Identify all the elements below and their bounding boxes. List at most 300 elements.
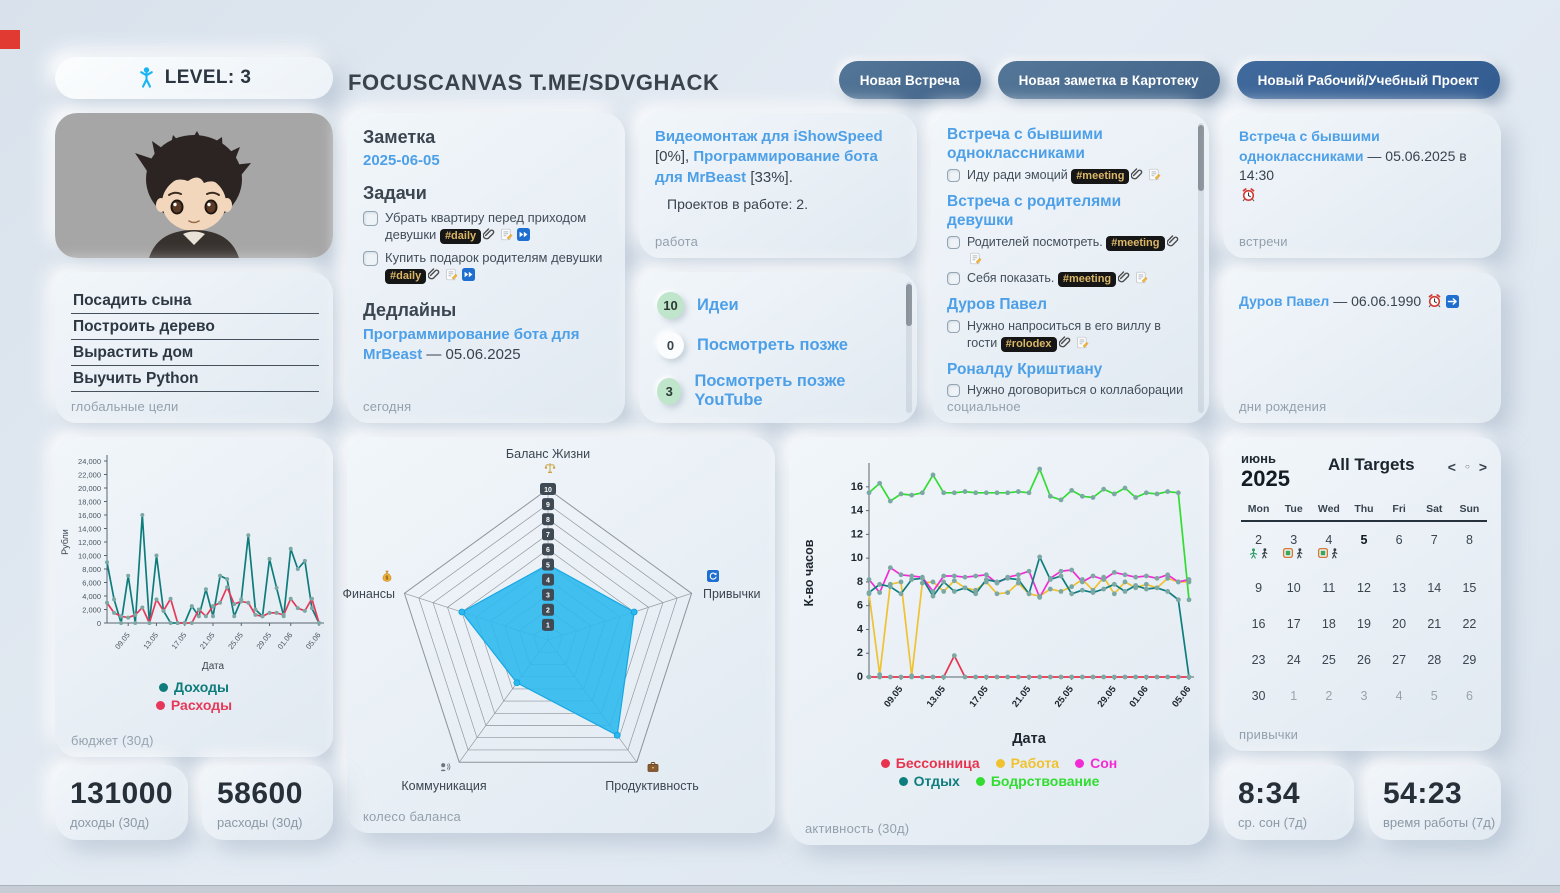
legend-item: [899, 773, 960, 789]
calendar-day[interactable]: [1276, 611, 1311, 647]
deadlines-heading: Дедлайны: [363, 300, 457, 321]
paperclip-icon[interactable]: [483, 228, 496, 241]
task-row: [363, 249, 611, 284]
legend-label: Бодрствование: [990, 773, 1100, 789]
project-link[interactable]: Видеомонтаж для iShowSpeed: [655, 128, 883, 145]
calendar-day-number: 30: [1251, 689, 1266, 703]
calendar-day[interactable]: [1452, 683, 1487, 719]
calendar-day-number: 24: [1286, 653, 1301, 667]
goals-footer: глобальные цели: [71, 399, 179, 414]
legend-row: [159, 679, 229, 695]
inbox-link[interactable]: Идеи: [697, 296, 739, 314]
social-scrollbar[interactable]: [1198, 123, 1204, 413]
calendar-day[interactable]: [1382, 647, 1417, 683]
calendar-day[interactable]: [1311, 683, 1346, 719]
meetings-card: [1223, 113, 1501, 258]
calendar-day[interactable]: [1417, 683, 1452, 719]
legend-item: [996, 755, 1059, 771]
svg-text:10: 10: [850, 552, 863, 565]
level-label: LEVEL: 3: [164, 67, 252, 88]
habits-calendar-card: [1223, 437, 1501, 751]
goals-list: [71, 288, 319, 392]
expenses-label: расходы (30д): [217, 815, 303, 830]
note-text: Нужно напроситься в его виллу в гости #rolodex: [967, 319, 1161, 350]
svg-text:09.05: 09.05: [882, 684, 906, 710]
svg-text:20,000: 20,000: [78, 484, 101, 493]
repeat-icon: [707, 570, 719, 582]
calendar-next-button[interactable]: >: [1478, 459, 1487, 475]
contact-note: [947, 234, 1191, 268]
deadline-list: [363, 325, 611, 364]
svg-text:05.06: 05.06: [1170, 684, 1194, 710]
calendar-day[interactable]: [1452, 527, 1487, 575]
svg-text:24,000: 24,000: [78, 457, 101, 466]
radar-axis-label: Финансы: [342, 587, 395, 601]
svg-text:10: 10: [544, 486, 552, 494]
legend-dot: [976, 777, 985, 786]
calendar-day[interactable]: [1241, 611, 1276, 647]
paperclip-icon[interactable]: [1059, 336, 1072, 349]
calendar-day[interactable]: [1417, 647, 1452, 683]
header-button-2[interactable]: Новый Рабочий/Учебный Проект: [1237, 61, 1500, 99]
task-list: [363, 209, 611, 284]
calendar-day-number: 22: [1462, 617, 1477, 631]
legend-dot: [1075, 759, 1084, 768]
goal-item[interactable]: Выучить Python: [71, 366, 319, 392]
project-link[interactable]: Программирование бота для MrBeast: [655, 148, 878, 186]
calendar-footer: привычки: [1239, 727, 1299, 742]
fast-forward-icon[interactable]: [462, 268, 475, 281]
calendar-day-number: 1: [1290, 689, 1298, 703]
project-progress: [0%],: [655, 148, 694, 166]
budget-legend: [55, 679, 333, 713]
svg-text:8: 8: [546, 517, 550, 524]
meeting-date: — 05.06.2025 в 14:30: [1239, 147, 1467, 184]
calendar-weekday: Wed: [1317, 503, 1340, 515]
note-date-link[interactable]: 2025-06-05: [363, 152, 440, 169]
tag-badge[interactable]: #daily: [440, 229, 481, 244]
level-person-icon: [139, 67, 154, 89]
legend-item: [156, 697, 232, 713]
memo-icon[interactable]: [969, 252, 982, 265]
calendar-day-number: 18: [1321, 617, 1336, 631]
calendar-day[interactable]: [1417, 527, 1452, 575]
habit-walk-icon: [1295, 548, 1304, 559]
today-card: [347, 113, 625, 423]
inbox-item[interactable]: [657, 372, 897, 410]
arrow-right-icon: [1446, 295, 1459, 308]
legend-label: Бессонница: [895, 755, 980, 771]
birthday-date: — 06.06.1990: [1333, 293, 1426, 309]
legend-label: Доходы: [174, 679, 229, 695]
calendar-day-number: 19: [1357, 617, 1371, 631]
svg-text:Дата: Дата: [1012, 731, 1046, 747]
calendar-day-number: 20: [1392, 617, 1407, 631]
calendar-day-number: 26: [1357, 653, 1371, 667]
calendar-day[interactable]: [1382, 527, 1417, 575]
contact-group-title[interactable]: Встреча с бывшими одноклассниками: [947, 126, 1103, 162]
deadline-link[interactable]: Программирование бота для MrBeast: [363, 326, 580, 363]
project-progress: [33%].: [746, 168, 793, 186]
legend-dot: [159, 683, 168, 692]
calendar-day[interactable]: [1346, 683, 1381, 719]
work-summary: Проектов в работе: 2.: [667, 195, 808, 212]
calendar-day-number: 23: [1251, 653, 1266, 667]
contact-note: [947, 382, 1191, 397]
calendar-day-number: 25: [1321, 653, 1336, 667]
fast-forward-icon[interactable]: [517, 228, 530, 241]
habit-walk-icon: [1330, 548, 1339, 559]
birthday-entry: [1239, 292, 1487, 312]
radar-axis-label: Привычки: [703, 587, 761, 601]
svg-text:13.05: 13.05: [141, 630, 161, 652]
calendar-day-number: 7: [1430, 533, 1438, 547]
sleep-stat-card: [1223, 765, 1354, 840]
svg-text:16,000: 16,000: [78, 511, 101, 520]
note-text: Родителей посмотреть. #meeting: [967, 234, 1191, 268]
svg-text:3: 3: [546, 592, 550, 600]
avatar: [55, 113, 333, 258]
money-bag-icon: [381, 570, 394, 583]
legend-row: [156, 697, 232, 713]
calendar-day-number: 14: [1427, 581, 1442, 595]
svg-text:25.05: 25.05: [1052, 684, 1077, 710]
meeting-entry: [1239, 127, 1487, 205]
tasks-heading: Задачи: [363, 183, 427, 203]
calendar-day-number: 6: [1395, 533, 1403, 547]
task-row: [363, 209, 611, 244]
calendar-day-number: 15: [1462, 581, 1477, 595]
note-checkbox[interactable]: [947, 272, 960, 285]
calendar-day-habits: [1241, 548, 1276, 559]
calendar-day[interactable]: [1241, 527, 1276, 575]
balance-wheel-footer: колесо баланса: [363, 809, 461, 824]
svg-text:18,000: 18,000: [78, 497, 101, 507]
calendar-weekday: Sat: [1426, 503, 1443, 515]
legend-dot: [881, 759, 890, 768]
calendar-day[interactable]: [1311, 647, 1346, 683]
birthdays-card: [1223, 272, 1501, 423]
svg-text:7: 7: [546, 532, 550, 540]
today-footer: сегодня: [363, 399, 412, 414]
calendar-day-number: 11: [1322, 581, 1336, 595]
calendar-day-habits: [1311, 548, 1346, 559]
balance-wheel-chart: [347, 441, 775, 801]
calendar-day[interactable]: [1417, 611, 1452, 647]
alarm-icon: [1241, 187, 1256, 202]
calendar-day-number: 29: [1462, 653, 1477, 667]
inbox-card: [639, 272, 917, 423]
memo-icon[interactable]: [1076, 336, 1089, 349]
svg-text:2: 2: [546, 607, 550, 615]
activity-footer: активность (30д): [805, 821, 910, 836]
svg-text:5: 5: [546, 562, 550, 570]
calendar-day[interactable]: [1311, 527, 1346, 575]
calendar-day[interactable]: [1382, 611, 1417, 647]
inbox-item[interactable]: [657, 332, 897, 359]
goal-item[interactable]: Посадить сына: [71, 288, 319, 314]
budget-chart: [55, 445, 333, 677]
contact-note: [947, 318, 1191, 352]
svg-text:0: 0: [856, 671, 863, 683]
bottom-strip: [0, 885, 1560, 893]
balance-wheel-card: [342, 437, 775, 833]
svg-text:14,000: 14,000: [78, 524, 101, 534]
calendar-day[interactable]: [1311, 611, 1346, 647]
svg-text:16: 16: [850, 480, 863, 493]
meeting-link[interactable]: Встреча с бывшими одноклассниками: [1239, 128, 1380, 164]
calendar-day-number: 4: [1395, 689, 1403, 703]
meeting-icons: [1239, 186, 1487, 206]
svg-text:4: 4: [546, 577, 550, 585]
calendar-day[interactable]: [1382, 683, 1417, 719]
briefcase-icon: [647, 761, 660, 774]
income-value: 131000: [70, 777, 174, 810]
calendar-day[interactable]: [1241, 647, 1276, 683]
note-text: Иду ради эмоций #meeting: [967, 167, 1191, 184]
activity-chart: [789, 447, 1209, 749]
calendar-day[interactable]: [1452, 647, 1487, 683]
svg-text:6,000: 6,000: [82, 578, 101, 588]
svg-text:17.05: 17.05: [967, 684, 991, 710]
social-card: [931, 113, 1209, 423]
svg-text:2: 2: [856, 647, 863, 660]
svg-text:21.05: 21.05: [1010, 684, 1034, 710]
note-checkbox[interactable]: [947, 169, 960, 182]
legend-item: [159, 679, 229, 695]
svg-text:14: 14: [850, 504, 863, 517]
tag-badge[interactable]: #meeting: [1071, 169, 1129, 184]
habit-yoga-icon: [1249, 548, 1258, 559]
tag-badge[interactable]: #meeting: [1106, 236, 1164, 251]
calendar-day[interactable]: [1241, 683, 1276, 719]
calendar-day-number: 4: [1325, 533, 1333, 547]
note-text: Себя показать. #meeting: [967, 270, 1191, 287]
project-lines: [655, 127, 903, 188]
legend-label: Сон: [1090, 755, 1118, 771]
legend-dot: [996, 759, 1005, 768]
svg-text:12: 12: [850, 528, 863, 541]
header-button-1[interactable]: Новая заметка в Картотеку: [998, 61, 1220, 99]
project-list: [655, 127, 903, 188]
calendar-day-number: 28: [1427, 653, 1442, 667]
paperclip-icon[interactable]: [428, 268, 441, 281]
legend-item: [976, 773, 1100, 789]
inbox-list: [657, 279, 897, 423]
svg-text:29.05: 29.05: [1095, 684, 1119, 710]
calendar-day-number: 8: [1465, 533, 1473, 547]
tag-badge[interactable]: #rolodex: [1001, 337, 1057, 352]
tag-badge[interactable]: #daily: [385, 269, 426, 284]
legend-dot: [156, 701, 165, 710]
task-checkbox[interactable]: [363, 251, 378, 266]
note-checkbox[interactable]: [947, 320, 960, 333]
count-badge: 10: [657, 292, 684, 319]
task-text: Убрать квартиру перед приходом девушки #daily: [385, 210, 587, 243]
svg-text:01.06: 01.06: [275, 630, 295, 652]
calendar-day-number: 21: [1427, 617, 1442, 631]
task-text: Купить подарок родителям девушки #daily: [385, 250, 603, 283]
svg-text:12,000: 12,000: [78, 538, 101, 547]
svg-text:$: $: [385, 575, 389, 582]
memo-icon[interactable]: [500, 228, 513, 241]
birthday-link[interactable]: Дуров Павел: [1239, 293, 1330, 309]
note-checkbox[interactable]: [947, 384, 960, 397]
meetings-footer: встречи: [1239, 234, 1288, 249]
social-footer: социальное: [947, 399, 1021, 414]
calendar-day[interactable]: [1276, 683, 1311, 719]
contact-note: [947, 167, 1191, 184]
calendar-title: All Targets: [1327, 455, 1415, 474]
goal-item[interactable]: Построить дерево: [71, 314, 319, 340]
goal-item[interactable]: Вырастить дом: [71, 340, 319, 366]
tag-badge[interactable]: #meeting: [1058, 272, 1116, 287]
calendar-day-number: 2: [1255, 533, 1263, 547]
calendar-day-number: 5: [1360, 533, 1368, 547]
calendar-day-number: 17: [1286, 617, 1301, 631]
calendar-day-number: 5: [1430, 689, 1438, 703]
sleep-label: ср. сон (7д): [1238, 815, 1308, 830]
svg-text:6: 6: [856, 599, 863, 612]
calendar-day[interactable]: [1346, 527, 1381, 575]
memo-icon[interactable]: [445, 268, 458, 281]
paperclip-icon[interactable]: [1167, 235, 1180, 248]
paperclip-icon[interactable]: [1118, 271, 1131, 284]
activity-chart-card: [789, 437, 1209, 845]
svg-text:Рубли: Рубли: [60, 529, 70, 555]
svg-text:6: 6: [546, 547, 550, 555]
legend-item: [1075, 755, 1117, 771]
count-badge: 3: [657, 378, 681, 405]
svg-text:10,000: 10,000: [78, 551, 101, 561]
activity-legend: [789, 755, 1209, 789]
calendar-day[interactable]: [1452, 575, 1487, 611]
budget-footer: бюджет (30д): [71, 733, 154, 748]
worktime-value: 54:23: [1383, 777, 1463, 810]
legend-row: [899, 773, 1100, 789]
global-goals-card: [55, 272, 333, 423]
work-card: [639, 113, 917, 258]
legend-label: Работа: [1010, 755, 1060, 771]
legend-dot: [899, 777, 908, 786]
calendar-day[interactable]: [1276, 647, 1311, 683]
calendar-weekday: Sun: [1459, 503, 1480, 515]
inbox-link[interactable]: Посмотреть позже YouTube: [694, 372, 846, 409]
svg-text:25.05: 25.05: [226, 630, 245, 652]
calendar-today-button[interactable]: ○: [1464, 462, 1470, 471]
scales-icon: [544, 462, 557, 475]
calendar-day-number: 10: [1286, 581, 1301, 595]
calendar-day-number: 13: [1392, 581, 1407, 595]
calendar-weekday: Fri: [1392, 503, 1406, 515]
memo-icon[interactable]: [1135, 271, 1148, 284]
calendar-month: июнь: [1241, 451, 1276, 466]
note-text: Нужно договориться о коллаборации: [967, 382, 1191, 397]
calendar-day-number: 16: [1251, 617, 1266, 631]
svg-text:4,000: 4,000: [82, 592, 101, 601]
birthdays-footer: дни рождения: [1239, 399, 1327, 414]
note-checkbox[interactable]: [947, 236, 960, 249]
calendar-day[interactable]: [1346, 611, 1381, 647]
habit-journal-icon: [1283, 548, 1293, 558]
calendar-weekday: Tue: [1284, 503, 1303, 515]
calendar-day[interactable]: [1382, 575, 1417, 611]
social-groups: [947, 126, 1191, 397]
habit-walk-icon: [1260, 548, 1269, 559]
calendar-day-number: 2: [1325, 689, 1333, 703]
calendar-day[interactable]: [1311, 575, 1346, 611]
radar-axis-label: Баланс Жизни: [505, 447, 591, 461]
income-stat-card: [55, 765, 188, 840]
calendar-day[interactable]: [1241, 575, 1276, 611]
contact-group-title[interactable]: Роналду Криштиану: [947, 360, 1103, 378]
corner-marker: [0, 30, 20, 49]
calendar-day-number: 6: [1465, 689, 1473, 703]
worktime-label: время работы (7д): [1383, 815, 1496, 830]
paperclip-icon[interactable]: [1131, 168, 1144, 181]
habit-journal-icon: [1318, 548, 1328, 558]
calendar-day[interactable]: [1276, 575, 1311, 611]
contact-note: [947, 270, 1191, 287]
alarm-icon: [1427, 293, 1442, 308]
legend-label: Расходы: [170, 697, 233, 713]
svg-text:22,000: 22,000: [78, 470, 101, 480]
contact-group-title[interactable]: Дуров Павел: [947, 296, 1047, 314]
avatar-card: [55, 113, 333, 258]
inbox-item[interactable]: [657, 292, 897, 319]
calendar-day-number: 27: [1392, 653, 1407, 667]
svg-text:0: 0: [96, 619, 101, 628]
svg-text:21.05: 21.05: [197, 630, 217, 652]
contact-group-title[interactable]: Встреча с родителями девушки: [947, 192, 1122, 229]
calendar-month-year: [1241, 451, 1290, 492]
calendar-nav: [1448, 460, 1487, 474]
work-footer: работа: [655, 234, 699, 249]
legend-row: [881, 755, 1117, 771]
calendar-day[interactable]: [1452, 611, 1487, 647]
calendar-prev-button[interactable]: <: [1447, 459, 1456, 475]
task-checkbox[interactable]: [363, 211, 378, 226]
income-label: доходы (30д): [70, 815, 150, 830]
legend-label: Отдых: [913, 773, 960, 789]
birthday-icons: [1425, 293, 1461, 309]
radar-axis-label: Продуктивность: [605, 779, 699, 793]
svg-text:Дата: Дата: [201, 661, 225, 672]
svg-text:8,000: 8,000: [82, 565, 101, 574]
calendar-day[interactable]: [1276, 527, 1311, 575]
svg-text:2,000: 2,000: [82, 605, 101, 615]
inbox-link[interactable]: Посмотреть позже: [697, 336, 848, 354]
memo-icon[interactable]: [1148, 168, 1161, 181]
inbox-scrollbar[interactable]: [906, 282, 912, 413]
calendar-day[interactable]: [1346, 647, 1381, 683]
header-buttons: [859, 61, 1500, 99]
calendar-day[interactable]: [1417, 575, 1452, 611]
calendar-day-number: 3: [1290, 533, 1298, 547]
worktime-stat-card: [1368, 765, 1501, 840]
legend-item: [881, 755, 980, 771]
svg-text:4: 4: [856, 623, 863, 636]
calendar-header: [1241, 451, 1487, 492]
calendar-day[interactable]: [1346, 575, 1381, 611]
calendar-day-number: 12: [1357, 581, 1371, 595]
svg-text:29.05: 29.05: [254, 630, 274, 652]
page-title: FOCUSCANVAS T.ME/SDVGHACK: [348, 70, 720, 95]
level-badge: [55, 57, 333, 99]
budget-chart-card: [55, 437, 333, 757]
header-button-0[interactable]: Новая Встреча: [839, 61, 981, 99]
radar-axis-label: Коммуникация: [401, 779, 487, 793]
